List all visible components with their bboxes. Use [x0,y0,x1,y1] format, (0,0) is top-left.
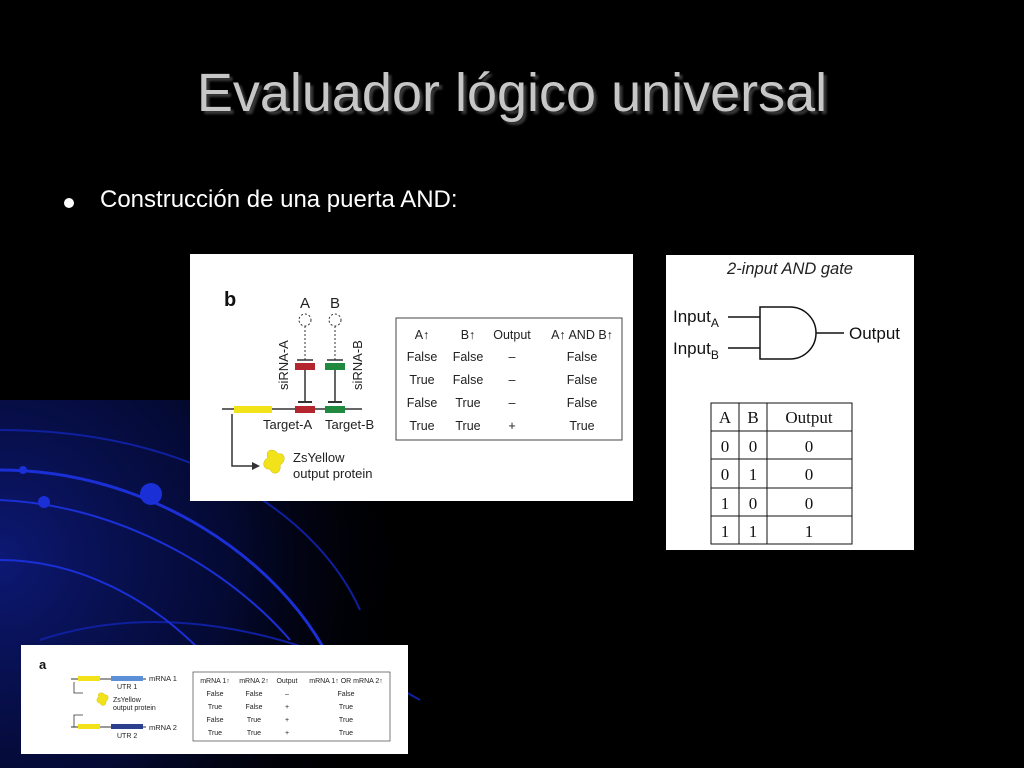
table-a-cell: False [206,691,224,698]
table-b-cell: True [569,419,595,433]
mrna2-label: mRNA 2 [149,723,177,732]
input-a-label: Input$_A$ [673,307,719,330]
deco-dot [38,496,50,508]
utr2-block [111,724,143,729]
table-a-cell: + [284,717,290,724]
and-table-cell: 0 [804,465,814,484]
and-table-cell: 0 [804,437,814,456]
sirna-a-label: siRNA-A [276,340,291,390]
and-table-cell: 1 [748,465,758,484]
figure-a-panel [21,645,408,754]
sirna-a-block [295,363,315,370]
coding-region-1 [78,676,100,681]
table-a-cell: False [245,691,263,698]
and-truth-table-cells [719,408,833,541]
table-a-cell: False [337,691,355,698]
and-gate-diagram [666,255,914,550]
utr2-label: UTR 2 [117,733,138,740]
and-table-cell: 0 [720,465,730,484]
table-a-cell: True [207,730,223,737]
input-b-label: B [329,295,341,312]
and-table-cell: 1 [720,494,730,513]
table-b-cell: – [508,373,516,387]
input-a-circle [299,314,311,326]
input-a-label: A [299,295,311,312]
panel-label-b: b [224,289,237,311]
and-table-cell: 0 [748,494,758,513]
slide-title: Evaluador lógico universal [196,63,828,123]
input-b-circle [329,314,341,326]
table-b-cell: True [455,396,481,410]
table-b-cell: True [455,419,481,433]
table-b-header: B↑ [460,328,476,342]
table-b-header: A↑ AND B↑ [551,328,613,342]
sirna-b-label: siRNA-B [350,340,365,390]
mrna1-label: mRNA 1 [149,674,177,683]
utr1-label: UTR 1 [117,684,138,691]
figure-a-diagram [21,645,408,754]
coding-region [234,406,272,413]
output-label: Output [849,324,901,343]
and-table-cell: 0 [804,494,814,513]
table-a-cell: True [207,704,223,711]
bullet-icon [64,198,74,208]
bullet-text: Construcción de una puerta AND: [100,186,458,213]
table-b-header: A↑ [414,328,430,342]
table-b-cell: False [566,350,598,364]
sirna-b-block [325,363,345,370]
table-a-cell: False [245,704,263,711]
and-gate-panel [666,255,914,550]
table-a-header: mRNA 1↑ OR mRNA 2↑ [309,678,383,685]
utr1-block [111,676,143,681]
table-b-cell: + [508,419,516,433]
table-a-cell: False [206,717,224,724]
and-table-cell: 1 [804,522,814,541]
table-a-header: Output [276,678,298,685]
deco-dot [140,483,162,505]
table-a-header: mRNA 2↑ [239,678,269,685]
table-a-header: mRNA 1↑ [200,678,230,685]
table-b-cell: False [452,350,484,364]
zsyellow-protein-icon [264,450,285,473]
target-a-block [295,406,315,413]
and-table-header: B [747,408,759,427]
table-a-cell: + [284,704,290,711]
figure-b-panel [190,254,633,501]
table-b-header: Output [493,328,531,342]
table-a-cell: True [338,717,354,724]
table-b-cell: False [406,350,438,364]
target-b-label: Target-B [325,417,375,432]
table-b-cell: False [406,396,438,410]
table-b-cell: False [566,373,598,387]
panel-label-a: a [39,657,47,672]
table-b-cell: – [508,350,516,364]
output-protein-line1: ZsYellow [113,697,141,704]
table-a-cell: – [285,691,289,698]
figure-b-diagram [190,254,633,501]
table-a-cell: True [338,730,354,737]
table-b-cell: False [566,396,598,410]
output-protein-line2: output protein [293,466,373,481]
table-a-cell: + [284,730,290,737]
and-gate-title: 2-input AND gate [727,260,853,278]
zsyellow-protein-icon [97,693,108,706]
deco-dot [19,466,27,474]
output-protein-line1: ZsYellow [293,450,345,465]
and-table-cell: 1 [748,522,758,541]
target-b-block [325,406,345,413]
and-gate-symbol-icon [760,307,816,359]
and-table-cell: 0 [748,437,758,456]
and-table-cell: 0 [720,437,730,456]
and-table-header: Output [785,408,833,427]
table-b-cell: False [452,373,484,387]
and-table-cell: 1 [720,522,730,541]
target-a-label: Target-A [263,417,313,432]
table-a-cell: True [338,704,354,711]
output-protein-line2: output protein [113,705,156,712]
input-b-label: Input$_B$ [673,339,719,362]
table-b-cell: True [409,373,435,387]
table-a-cell: True [246,717,262,724]
coding-region-2 [78,724,100,729]
table-a-cell: True [246,730,262,737]
table-b-cell: – [508,396,516,410]
and-table-header: A [718,408,732,427]
table-b-cell: True [409,419,435,433]
